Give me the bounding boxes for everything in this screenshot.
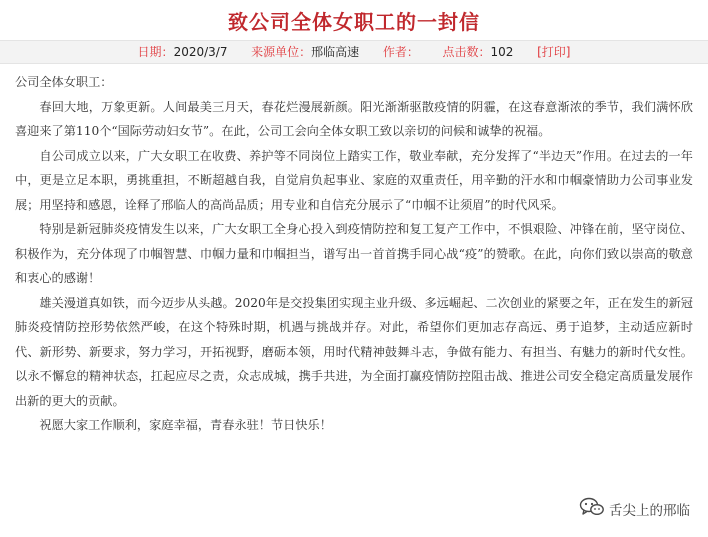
paragraph: 雄关漫道真如铁，而今迈步从头越。2020年是交投集团实现主业升级、多远崛起、二次创业的紧要之年，正在发生的新冠肺炎疫情防控形势依然严峻，在这个特殊时期，机遇与挑战并存。对此，希望你们更加志存高远、勇于追梦，主动适应新时代、新形势、新要求，努力学习，开拓视野，磨砺本领，用时代精神鼓舞斗志，争做有能力、有担当、有魅力的新时代女性。以永不懈怠的精神状态，扛起应尽之责，众志成城，携手共进，为全面打赢疫情防控阻击战、推进公司安全稳定高质量发展作出新的更大的贡献。: [15, 295, 693, 408]
date-label: 日期：: [137, 45, 174, 59]
article-meta-bar: [0, 40, 708, 64]
paragraph: 特别是新冠肺炎疫情发生以来，广大女职工全身心投入到疫情防控和复工复产工作中，不惧艰险、冲锋在前，坚守岗位、积极作为，充分体现了巾帼智慧、巾帼力量和巾帼担当，谱写出一首首携手同心战“疫”的赞歌。在此，向你们致以崇高的敬意和衷心的感谢！: [15, 222, 693, 285]
article-body: [15, 70, 693, 438]
clicks-value: 102: [490, 45, 514, 59]
paragraph: 自公司成立以来，广大女职工在收费、养护等不同岗位上踏实工作，敬业奉献，充分发挥了“半边天”作用。在过去的一年中，更是立足本职，勇挑重担，不断超越自我，自觉肩负起事业、家庭的双重责任，用辛勤的汗水和巾帼豪情助力公司事业发展；用坚持和感恩，诠释了邢临人的高尚品质；用专业和自信充分展示了“巾帼不让须眉”的时代风采。: [15, 148, 693, 212]
greeting: 公司全体女职工：: [15, 75, 113, 89]
article-title: 致公司全体女职工的一封信: [228, 10, 480, 34]
date-value: 2020/3/7: [173, 45, 228, 59]
wechat-icon: [579, 497, 605, 521]
wechat-watermark: [579, 498, 690, 520]
watermark-text: 舌尖上的邢临: [609, 503, 690, 519]
clicks-label: 点击数：: [442, 45, 491, 59]
paragraph: 祝愿大家工作顺利，家庭幸福，青春永驻！节日快乐！: [39, 418, 332, 432]
source-value: 邢临高速: [311, 45, 360, 59]
paragraph: 春回大地，万象更新。人间最美三月天，春花烂漫展新颜。阳光渐渐驱散疫情的阴霾，在这春意渐浓的季节，我们满怀欣喜迎来了第110个“国际劳动妇女节”。在此，公司工会向全体女职工致以亲切的问候和诚挚的祝福。: [15, 99, 693, 138]
print-link[interactable]: [打印]: [537, 45, 571, 59]
source-label: 来源单位：: [251, 45, 312, 59]
author-label: 作者：: [382, 45, 419, 59]
